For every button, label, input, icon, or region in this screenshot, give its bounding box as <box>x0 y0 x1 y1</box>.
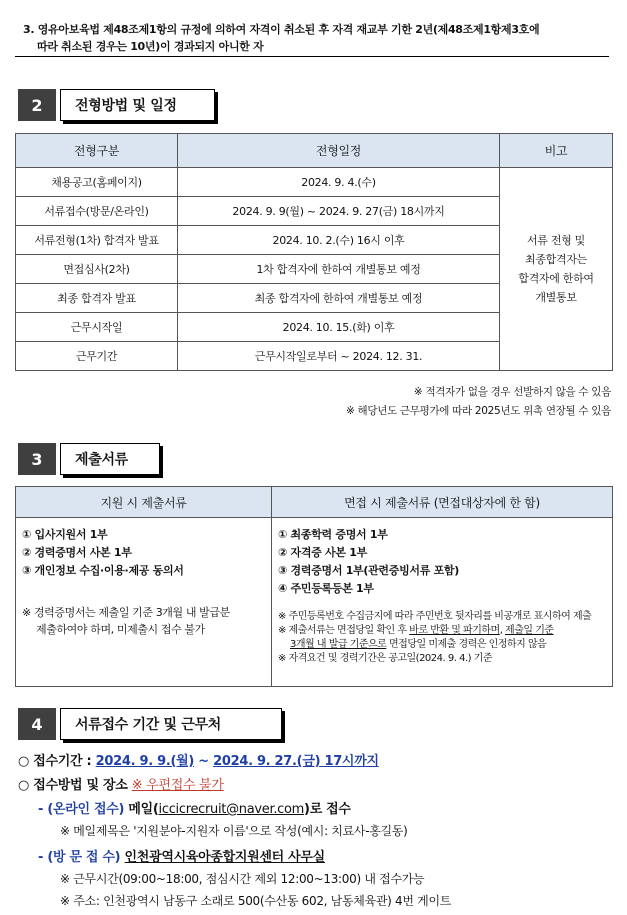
schedule-note-2: ※ 해당년도 근무평가에 따라 2025년도 위촉 연장될 수 있음 <box>345 405 611 417</box>
row-schedule: 2024. 9. 4.(수) <box>178 168 500 197</box>
section-3-header <box>18 443 168 475</box>
interview-note-2: ※ 제출서류는 면접당일 확인 후 바로 반환 및 파기하며, 제출일 기준 <box>278 625 554 636</box>
section-2-number: 2 <box>18 89 56 121</box>
online-application: - (온라인 접수) 메일(iccicrecruit@naver.com)로 접수 <box>38 802 351 817</box>
interview-doc-item: ③ 경력증명서 1부(관련증빙서류 포함) <box>278 564 459 577</box>
note-line-2: 따라 취소된 경우는 10년)이 경과되지 아니한 자 <box>37 40 264 53</box>
section-2-title: 전형방법 및 일정 <box>60 89 215 121</box>
table-row <box>16 168 613 197</box>
section-3-number: 3 <box>18 443 56 475</box>
apply-doc-item: ② 경력증명서 사본 1부 <box>22 546 132 559</box>
interview-docs-cell <box>272 518 613 687</box>
application-period: ○ 접수기간 : 2024. 9. 9.(월) ~ 2024. 9. 27.(금) 17시까지 <box>18 754 379 769</box>
interview-doc-item: ② 자격증 사본 1부 <box>278 546 367 559</box>
remark-line: 개별통보 <box>535 291 577 304</box>
disqualification-note <box>15 17 609 57</box>
row-type: 근무시작일 <box>16 313 178 342</box>
section-3-title: 제출서류 <box>60 443 160 475</box>
row-schedule: 1차 합격자에 한하여 개별통보 예정 <box>178 255 500 284</box>
col-header-schedule: 전형일정 <box>178 134 500 168</box>
section-4-title: 서류접수 기간 및 근무처 <box>60 708 282 740</box>
remark-cell <box>500 168 613 371</box>
period-start: 2024. 9. 9.(월) <box>95 754 195 769</box>
col-header-apply: 지원 시 제출서류 <box>16 487 272 518</box>
row-schedule: 최종 합격자에 한하여 개별통보 예정 <box>178 284 500 313</box>
col-header-type: 전형구분 <box>16 134 178 168</box>
remark-line: 합격자에 한하여 <box>518 272 594 285</box>
apply-doc-item: ③ 개인정보 수집·이용·제공 동의서 <box>22 564 184 577</box>
visit-place: 인천광역시육아종합지원센터 사무실 <box>124 850 325 865</box>
row-schedule: 2024. 9. 9(월) ~ 2024. 9. 27(금) 18시까지 <box>178 197 500 226</box>
apply-docs-cell <box>16 518 272 687</box>
row-schedule: 2024. 10. 15.(화) 이후 <box>178 313 500 342</box>
section-4-number: 4 <box>18 708 56 740</box>
no-mail-warning: ※ 우편접수 불가 <box>131 778 224 793</box>
schedule-table <box>15 133 613 371</box>
col-header-interview: 면접 시 제출서류 (면접대상자에 한 함) <box>272 487 613 518</box>
visit-application: - (방 문 접 수) 인천광역시육아종합지원센터 사무실 <box>38 850 325 865</box>
documents-table <box>15 486 613 687</box>
apply-note-line: 제출하여야 하며, 미제출시 접수 불가 <box>36 623 205 636</box>
remark-line: 최종합격자는 <box>525 253 587 266</box>
row-schedule: 근무시작일로부터 ~ 2024. 12. 31. <box>178 342 500 371</box>
interview-doc-item: ① 최종학력 증명서 1부 <box>278 528 388 541</box>
application-method: ○ 접수방법 및 장소 ※ 우편접수 불가 <box>18 778 224 793</box>
row-type: 최종 합격자 발표 <box>16 284 178 313</box>
interview-note-1: ※ 주민등록번호 수집금지에 따라 주민번호 뒷자리를 비공개로 표시하여 제출 <box>278 611 592 622</box>
visit-address: ※ 주소: 인천광역시 남동구 소래로 500(수산동 602, 남동체육관) 4번 게이트 <box>60 894 452 908</box>
col-header-remark: 비고 <box>500 134 613 168</box>
section-2-header <box>18 89 228 121</box>
section-4-header <box>18 708 288 740</box>
row-schedule: 2024. 10. 2.(수) 16시 이후 <box>178 226 500 255</box>
online-note: ※ 메일제목은 '지원분야-지원자 이름'으로 작성(예시: 치료사-홍길동) <box>60 824 408 838</box>
row-type: 채용공고(홈페이지) <box>16 168 178 197</box>
interview-note-3: 3개월 내 발급 기준으로 면접당일 미제출 경력은 인정하지 않음 <box>290 639 547 650</box>
note-line-1: 3. 영유아보육법 제48조제1항의 규정에 의하여 자격이 취소된 후 자격 재교부 기한 2년(제48조제1항제3호에 <box>23 23 540 36</box>
recruit-email-link[interactable]: iccicrecruit@naver.com <box>158 802 305 817</box>
row-type: 서류전형(1차) 합격자 발표 <box>16 226 178 255</box>
apply-note-line: ※ 경력증명서는 제출일 기준 3개월 내 발급분 <box>22 606 230 619</box>
visit-hours: ※ 근무시간(09:00~18:00, 점심시간 제외 12:00~13:00) 내 접수가능 <box>60 872 425 886</box>
row-type: 면접심사(2차) <box>16 255 178 284</box>
interview-note-4: ※ 자격요건 및 경력기간은 공고일(2024. 9. 4.) 기준 <box>278 653 493 664</box>
row-type: 근무기간 <box>16 342 178 371</box>
schedule-note-1: ※ 적격자가 없을 경우 선발하지 않을 수 있음 <box>413 386 611 398</box>
row-type: 서류접수(방문/온라인) <box>16 197 178 226</box>
remark-line: 서류 전형 및 <box>526 234 586 247</box>
period-end: 2024. 9. 27.(금) 17시까지 <box>213 754 379 769</box>
apply-doc-item: ① 입사지원서 1부 <box>22 528 108 541</box>
interview-doc-item: ④ 주민등록등본 1부 <box>278 582 374 595</box>
